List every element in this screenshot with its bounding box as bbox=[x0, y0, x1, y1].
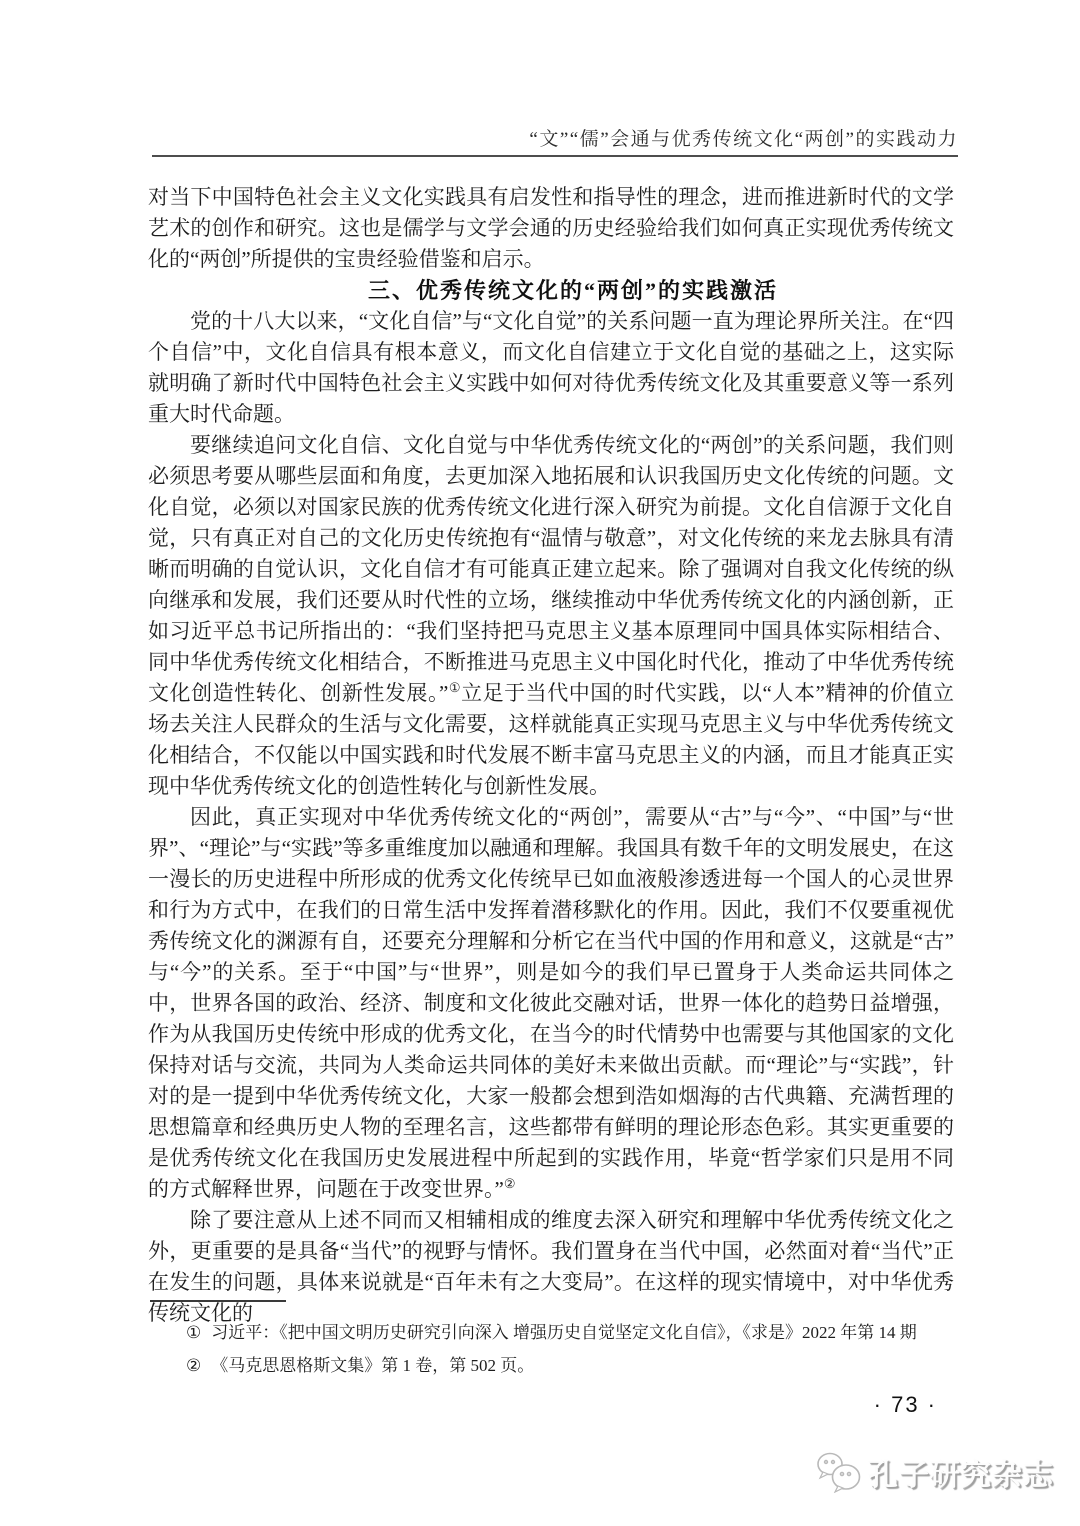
article-body bbox=[148, 182, 954, 1329]
paragraph-text: 立足于当代中国的时代实践，以“人本”精神的价值立场去关注人民群众的生活与文化需要，这样就能真正实现马克思主义与中华优秀传统文化相结合，不仅能以中国实践和时代发展不断丰富马克思主义的内涵，而且才能真正实现中华优秀传统文化的创造性转化与创新性发展。 bbox=[148, 681, 955, 798]
footnote-ref-1: ① bbox=[448, 680, 462, 695]
wechat-chat-bubbles-icon bbox=[815, 1451, 863, 1493]
paragraph-text: 因此，真正实现对中华优秀传统文化的“两创”，需要从“古”与“今”、“中国”与“世界”、“理论”与“实践”等多重维度加以融通和理解。我国具有数千年的文明发展史，在这一漫长的历史进程中所形成的优秀文化传统早已如血液般渗透进每一个国人的心灵世界和行为方式中，在我们的日常生活中发挥着潜移默化的作用。因此，我们不仅要重视优秀传统文化的渊源有自，还要充分理解和分析它在当代中国的作用和意义，这就是“古”与“今”的关系。至于“中国”与“世界”，则是如今的我们早已置身于人类命运共同体之中，世界各国的政治、经济、制度和文化彼此交融对话，世界一体化的趋势日益增强，作为从我国历史传统中形成的优秀文化，在当今的时代情势中也需要与其他国家的文化保持对话与交流，共同为人类命运共同体的美好未来做出贡献。而“理论”与“实践”，针对的是一提到中华优秀传统文化，大家一般都会想到浩如烟海的古代典籍、充满哲理的思想篇章和经典历史人物的至理名言，这些都带有鲜明的理论形态色彩。其实更重要的是优秀传统文化在我国历史发展进程中所起到的实践作用，毕竟“哲学家们只是用不同的方式解释世界，问题在于改变世界。” bbox=[148, 805, 954, 1201]
footnotes-block bbox=[186, 1316, 958, 1382]
paragraph bbox=[148, 802, 954, 1205]
header-rule bbox=[152, 155, 958, 157]
journal-watermark bbox=[815, 1450, 1054, 1494]
paragraph bbox=[148, 430, 954, 802]
page-number: · 73 · bbox=[873, 1392, 937, 1417]
footnote-text: 《马克思恩格斯文集》第 1 卷，第 502 页。 bbox=[211, 1356, 535, 1375]
running-head: “文”“儒”会通与优秀传统文化“两创”的实践动力 bbox=[529, 129, 958, 150]
paragraph-text: 要继续追问文化自信、文化自觉与中华优秀传统文化的“两创”的关系问题，我们则必须思考要从哪些层面和角度，去更加深入地拓展和认识我国历史文化传统的问题。文化自觉，必须以对国家民族的优秀传统文化进行深入研究为前提。文化自信源于文化自觉，只有真正对自己的文化历史传统抱有“温情与敬意”，对文化传统的来龙去脉具有清晰而明确的自觉认识，文化自信才有可能真正建立起来。除了强调对自我文化传统的纵向继承和发展，我们还要从时代性的立场，继续推动中华优秀传统文化的内涵创新，正如习近平总书记所指出的：“我们坚持把马克思主义基本原理同中国具体实际相结合、同中华优秀传统文化相结合，不断推进马克思主义中国化时代化，推动了中华优秀传统文化创造性转化、创新性发展。” bbox=[148, 433, 954, 705]
footnote-separator bbox=[150, 1300, 286, 1302]
watermark-label: 孔子研究杂志 bbox=[868, 1459, 1054, 1492]
footnote-marker: ① bbox=[186, 1323, 202, 1342]
footnote-item bbox=[186, 1349, 958, 1382]
footnote-text: 习近平：《把中国文明历史研究引向深入 增强历史自觉坚定文化自信》，《求是》2022 年第 14 期 bbox=[211, 1323, 917, 1342]
footnote-marker: ② bbox=[186, 1356, 202, 1375]
paragraph-continuation: 对当下中国特色社会主义文化实践具有启发性和指导性的理念，进而推进新时代的文学艺术的创作和研究。这也是儒学与文学会通的历史经验给我们如何真正实现优秀传统文化的“两创”所提供的宝贵经验借鉴和启示。 bbox=[148, 185, 954, 271]
paragraph: 党的十八大以来，“文化自信”与“文化自觉”的关系问题一直为理论界所关注。在“四个自信”中，文化自信具有根本意义，而文化自信建立于文化自觉的基础之上，这实际就明确了新时代中国特色社会主义实践中如何对待优秀传统文化及其重要意义等一系列重大时代命题。 bbox=[148, 309, 954, 426]
section-heading: 三、优秀传统文化的“两创”的实践激活 bbox=[367, 278, 778, 303]
footnote-ref-2: ② bbox=[503, 1176, 516, 1191]
paragraph: 除了要注意从上述不同而又相辅相成的维度去深入研究和理解中华优秀传统文化之外，更重要的是具备“当代”的视野与情怀。我们置身在当代中国，必然面对着“当代”正在发生的问题，具体来说就是“百年未有之大变局”。在这样的现实情境中，对中华优秀传统文化的 bbox=[148, 1208, 954, 1325]
footnote-item bbox=[186, 1316, 958, 1349]
